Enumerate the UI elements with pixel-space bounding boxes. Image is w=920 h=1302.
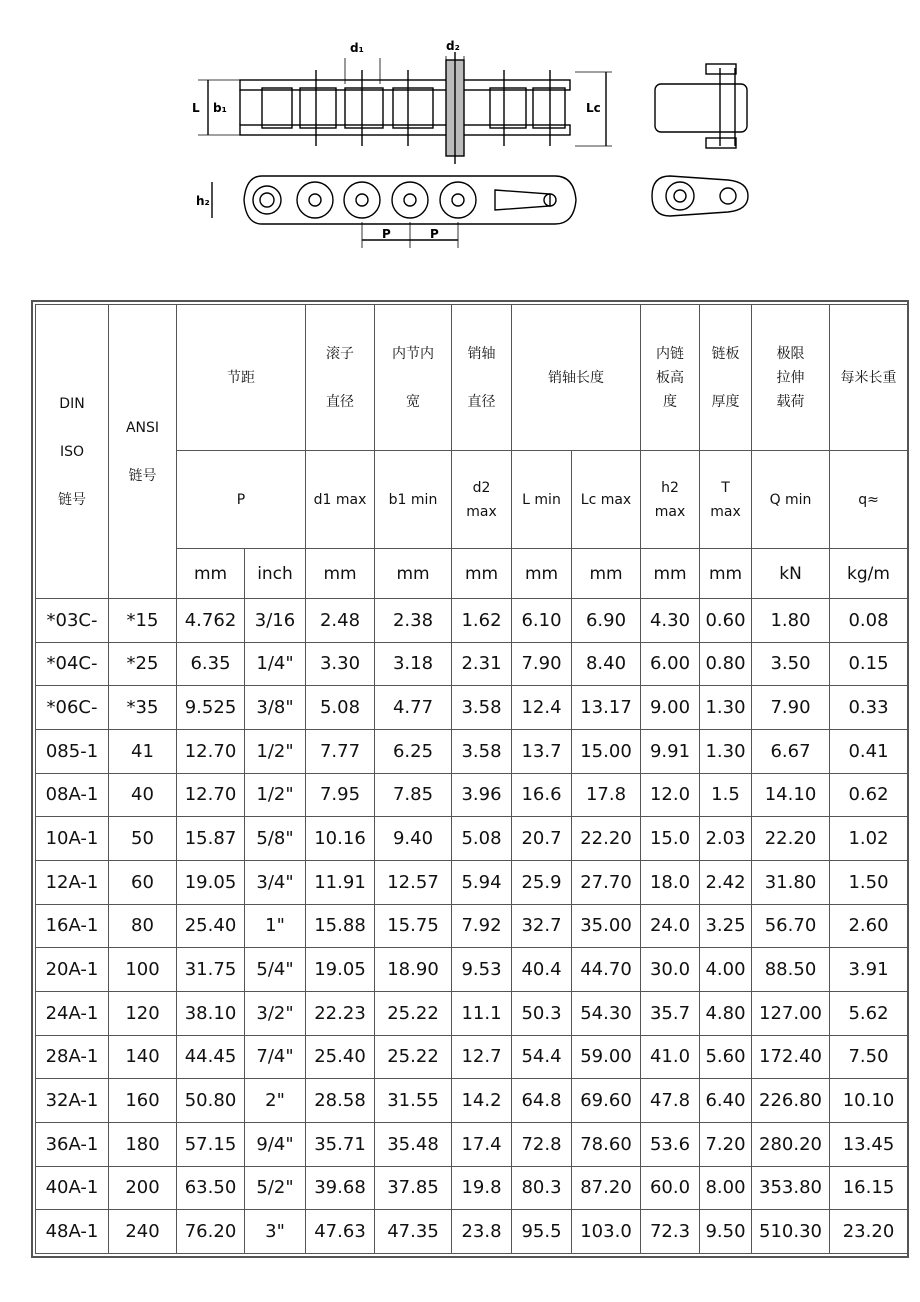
table-cell: 32A-1: [36, 1079, 109, 1123]
table-cell: 1.80: [752, 599, 830, 643]
table-cell: 95.5: [512, 1210, 572, 1254]
table-cell: 13.17: [572, 686, 641, 730]
table-cell: 19.05: [177, 860, 245, 904]
table-cell: 2.60: [830, 904, 908, 948]
table-cell: 1/2": [245, 773, 306, 817]
spec-table-frame: [31, 300, 909, 1258]
table-cell: 76.20: [177, 1210, 245, 1254]
table-cell: *04C-: [36, 642, 109, 686]
symbol-q: Q min: [752, 451, 830, 549]
table-cell: 78.60: [572, 1122, 641, 1166]
table-cell: 172.40: [752, 1035, 830, 1079]
table-cell: 35.00: [572, 904, 641, 948]
table-row: [36, 1166, 908, 1210]
table-cell: 2.38: [375, 599, 452, 643]
table-cell: 6.10: [512, 599, 572, 643]
p-label-2: P: [430, 227, 439, 241]
table-cell: 160: [109, 1079, 177, 1123]
table-cell: 085-1: [36, 729, 109, 773]
table-cell: 15.87: [177, 817, 245, 861]
table-cell: 3.91: [830, 948, 908, 992]
table-cell: 12.7: [452, 1035, 512, 1079]
table-cell: 11.91: [306, 860, 375, 904]
table-cell: 15.00: [572, 729, 641, 773]
table-cell: 1.30: [700, 729, 752, 773]
header-roller-dia: 滚子 直径: [306, 305, 375, 451]
table-cell: 1": [245, 904, 306, 948]
table-cell: *35: [109, 686, 177, 730]
d2-label: d₂: [446, 39, 460, 53]
table-cell: 31.80: [752, 860, 830, 904]
b1-label: b₁: [213, 101, 227, 115]
unit-cell: mm: [512, 549, 572, 599]
header-pin-dia: 销轴 直径: [452, 305, 512, 451]
table-cell: 9.525: [177, 686, 245, 730]
table-cell: 1.50: [830, 860, 908, 904]
table-cell: 18.90: [375, 948, 452, 992]
symbol-d1: d1 max: [306, 451, 375, 549]
table-row: [36, 1035, 908, 1079]
table-cell: 17.8: [572, 773, 641, 817]
table-cell: 0.08: [830, 599, 908, 643]
header-ansi: ANSI 链号: [109, 305, 177, 599]
table-cell: 40.4: [512, 948, 572, 992]
table-cell: 4.77: [375, 686, 452, 730]
header-inner-width: 内节内 宽: [375, 305, 452, 451]
table-cell: 9.50: [700, 1210, 752, 1254]
unit-cell: mm: [700, 549, 752, 599]
table-cell: 13.7: [512, 729, 572, 773]
table-cell: 1/2": [245, 729, 306, 773]
table-cell: 41: [109, 729, 177, 773]
table-cell: 280.20: [752, 1122, 830, 1166]
table-cell: 25.9: [512, 860, 572, 904]
symbol-h2: h2 max: [641, 451, 700, 549]
table-cell: 47.63: [306, 1210, 375, 1254]
table-cell: 32.7: [512, 904, 572, 948]
table-cell: 47.35: [375, 1210, 452, 1254]
table-cell: 72.3: [641, 1210, 700, 1254]
table-cell: 14.10: [752, 773, 830, 817]
table-cell: 22.20: [752, 817, 830, 861]
table-cell: 30.0: [641, 948, 700, 992]
table-cell: 0.15: [830, 642, 908, 686]
table-cell: 3": [245, 1210, 306, 1254]
table-cell: 16A-1: [36, 904, 109, 948]
table-cell: 226.80: [752, 1079, 830, 1123]
symbol-t: T max: [700, 451, 752, 549]
table-cell: 53.6: [641, 1122, 700, 1166]
table-row: [36, 686, 908, 730]
table-cell: 4.762: [177, 599, 245, 643]
table-cell: 10.10: [830, 1079, 908, 1123]
table-cell: 4.80: [700, 991, 752, 1035]
table-cell: 7.90: [512, 642, 572, 686]
table-cell: 7.90: [752, 686, 830, 730]
table-cell: 23.20: [830, 1210, 908, 1254]
table-cell: 3/8": [245, 686, 306, 730]
unit-cell: mm: [452, 549, 512, 599]
table-cell: 60: [109, 860, 177, 904]
table-cell: 10.16: [306, 817, 375, 861]
table-cell: 0.33: [830, 686, 908, 730]
table-cell: 5/2": [245, 1166, 306, 1210]
d1-label: d₁: [350, 41, 364, 55]
table-cell: 69.60: [572, 1079, 641, 1123]
table-cell: 12.70: [177, 729, 245, 773]
header-plate-height: 内链 板高 度: [641, 305, 700, 451]
table-cell: 2.42: [700, 860, 752, 904]
table-cell: 5/4": [245, 948, 306, 992]
spec-table-body: [36, 599, 908, 1254]
table-cell: 5.62: [830, 991, 908, 1035]
table-cell: 103.0: [572, 1210, 641, 1254]
table-cell: 353.80: [752, 1166, 830, 1210]
header-plate-thickness: 链板 厚度: [700, 305, 752, 451]
table-cell: 16.6: [512, 773, 572, 817]
table-row: [36, 642, 908, 686]
table-cell: 54.30: [572, 991, 641, 1035]
unit-cell: kg/m: [830, 549, 908, 599]
table-cell: 9.53: [452, 948, 512, 992]
table-row: [36, 599, 908, 643]
table-cell: 87.20: [572, 1166, 641, 1210]
table-cell: 80.3: [512, 1166, 572, 1210]
table-cell: 6.00: [641, 642, 700, 686]
table-row: [36, 773, 908, 817]
unit-cell: mm: [375, 549, 452, 599]
table-cell: 31.55: [375, 1079, 452, 1123]
table-cell: 12.0: [641, 773, 700, 817]
table-row: [36, 991, 908, 1035]
table-row: [36, 1079, 908, 1123]
table-cell: 35.71: [306, 1122, 375, 1166]
table-cell: 2.48: [306, 599, 375, 643]
header-chain-no: DIN ISO 链号: [36, 305, 109, 599]
table-cell: 5/8": [245, 817, 306, 861]
table-cell: 0.80: [700, 642, 752, 686]
h2-label: h₂: [196, 194, 210, 208]
table-cell: 31.75: [177, 948, 245, 992]
table-cell: 5.08: [452, 817, 512, 861]
table-cell: 9/4": [245, 1122, 306, 1166]
table-cell: 35.7: [641, 991, 700, 1035]
table-cell: 38.10: [177, 991, 245, 1035]
table-cell: 44.70: [572, 948, 641, 992]
table-cell: *25: [109, 642, 177, 686]
table-cell: 1.30: [700, 686, 752, 730]
table-cell: 37.85: [375, 1166, 452, 1210]
table-cell: 3/4": [245, 860, 306, 904]
table-cell: 24A-1: [36, 991, 109, 1035]
table-cell: 4.00: [700, 948, 752, 992]
table-cell: 140: [109, 1035, 177, 1079]
table-row: [36, 1210, 908, 1254]
table-cell: 3.96: [452, 773, 512, 817]
header-tensile: 极限 拉伸 载荷: [752, 305, 830, 451]
table-cell: 22.23: [306, 991, 375, 1035]
table-cell: 57.15: [177, 1122, 245, 1166]
table-row: [36, 817, 908, 861]
table-cell: 120: [109, 991, 177, 1035]
unit-cell: mm: [306, 549, 375, 599]
table-cell: 7.77: [306, 729, 375, 773]
table-cell: 17.4: [452, 1122, 512, 1166]
table-cell: 3/16: [245, 599, 306, 643]
table-cell: 20A-1: [36, 948, 109, 992]
lc-label: Lc: [586, 101, 601, 115]
table-cell: 1.62: [452, 599, 512, 643]
table-cell: 2": [245, 1079, 306, 1123]
table-cell: 12.70: [177, 773, 245, 817]
table-cell: *15: [109, 599, 177, 643]
table-cell: 19.05: [306, 948, 375, 992]
header-weight: 每米长重: [830, 305, 908, 451]
table-cell: 15.88: [306, 904, 375, 948]
table-cell: 180: [109, 1122, 177, 1166]
table-cell: 22.20: [572, 817, 641, 861]
table-cell: 15.75: [375, 904, 452, 948]
table-cell: 240: [109, 1210, 177, 1254]
table-cell: 2.03: [700, 817, 752, 861]
table-cell: 24.0: [641, 904, 700, 948]
table-cell: *03C-: [36, 599, 109, 643]
table-cell: 4.30: [641, 599, 700, 643]
table-cell: 6.67: [752, 729, 830, 773]
table-cell: 7/4": [245, 1035, 306, 1079]
table-cell: 44.45: [177, 1035, 245, 1079]
table-cell: 60.0: [641, 1166, 700, 1210]
table-cell: 2.31: [452, 642, 512, 686]
table-cell: 200: [109, 1166, 177, 1210]
unit-cell: mm: [641, 549, 700, 599]
p-label-1: P: [382, 227, 391, 241]
table-cell: 3.25: [700, 904, 752, 948]
table-cell: 18.0: [641, 860, 700, 904]
table-cell: 3.58: [452, 686, 512, 730]
table-cell: *06C-: [36, 686, 109, 730]
table-cell: 48A-1: [36, 1210, 109, 1254]
symbol-qw: q≈: [830, 451, 908, 549]
table-cell: 36A-1: [36, 1122, 109, 1166]
table-cell: 5.94: [452, 860, 512, 904]
table-cell: 50: [109, 817, 177, 861]
table-cell: 88.50: [752, 948, 830, 992]
table-cell: 9.00: [641, 686, 700, 730]
table-cell: 3.30: [306, 642, 375, 686]
table-cell: 28A-1: [36, 1035, 109, 1079]
symbol-d2: d2 max: [452, 451, 512, 549]
table-cell: 14.2: [452, 1079, 512, 1123]
table-cell: 3.58: [452, 729, 512, 773]
table-cell: 54.4: [512, 1035, 572, 1079]
table-cell: 25.22: [375, 1035, 452, 1079]
table-cell: 7.95: [306, 773, 375, 817]
table-cell: 12A-1: [36, 860, 109, 904]
table-cell: 1/4": [245, 642, 306, 686]
table-cell: 3/2": [245, 991, 306, 1035]
table-cell: 9.40: [375, 817, 452, 861]
table-cell: 6.25: [375, 729, 452, 773]
table-cell: 3.50: [752, 642, 830, 686]
unit-cell: inch: [245, 549, 306, 599]
table-cell: 64.8: [512, 1079, 572, 1123]
table-cell: 39.68: [306, 1166, 375, 1210]
header-pin-length: 销轴长度: [512, 305, 641, 451]
table-cell: 10A-1: [36, 817, 109, 861]
table-cell: 25.22: [375, 991, 452, 1035]
table-cell: 50.80: [177, 1079, 245, 1123]
table-cell: 25.40: [177, 904, 245, 948]
table-cell: 72.8: [512, 1122, 572, 1166]
table-cell: 6.90: [572, 599, 641, 643]
symbol-lmin: L min: [512, 451, 572, 549]
table-cell: 63.50: [177, 1166, 245, 1210]
table-row: [36, 948, 908, 992]
table-cell: 7.50: [830, 1035, 908, 1079]
table-cell: 20.7: [512, 817, 572, 861]
table-cell: 7.85: [375, 773, 452, 817]
table-cell: 59.00: [572, 1035, 641, 1079]
table-row: [36, 729, 908, 773]
table-cell: 510.30: [752, 1210, 830, 1254]
table-cell: 47.8: [641, 1079, 700, 1123]
table-cell: 8.00: [700, 1166, 752, 1210]
table-cell: 3.18: [375, 642, 452, 686]
table-cell: 15.0: [641, 817, 700, 861]
chain-spec-table: [35, 304, 908, 1254]
symbol-lcmax: Lc max: [572, 451, 641, 549]
table-cell: 127.00: [752, 991, 830, 1035]
table-cell: 9.91: [641, 729, 700, 773]
table-row: [36, 860, 908, 904]
table-cell: 12.4: [512, 686, 572, 730]
table-cell: 6.35: [177, 642, 245, 686]
table-cell: 08A-1: [36, 773, 109, 817]
symbol-p: P: [177, 451, 306, 549]
table-cell: 7.92: [452, 904, 512, 948]
table-cell: 40: [109, 773, 177, 817]
table-cell: 56.70: [752, 904, 830, 948]
table-cell: 11.1: [452, 991, 512, 1035]
unit-cell: mm: [572, 549, 641, 599]
table-cell: 0.60: [700, 599, 752, 643]
header-pitch: 节距: [177, 305, 306, 451]
table-cell: 1.5: [700, 773, 752, 817]
table-cell: 80: [109, 904, 177, 948]
table-cell: 25.40: [306, 1035, 375, 1079]
table-cell: 50.3: [512, 991, 572, 1035]
table-cell: 12.57: [375, 860, 452, 904]
unit-cell: kN: [752, 549, 830, 599]
table-row: [36, 904, 908, 948]
table-cell: 19.8: [452, 1166, 512, 1210]
table-cell: 23.8: [452, 1210, 512, 1254]
table-cell: 8.40: [572, 642, 641, 686]
table-cell: 1.02: [830, 817, 908, 861]
table-row: [36, 1122, 908, 1166]
unit-cell: mm: [177, 549, 245, 599]
l-label: L: [192, 101, 200, 115]
table-cell: 0.41: [830, 729, 908, 773]
table-cell: 5.08: [306, 686, 375, 730]
table-cell: 5.60: [700, 1035, 752, 1079]
table-cell: 13.45: [830, 1122, 908, 1166]
table-cell: 6.40: [700, 1079, 752, 1123]
table-cell: 41.0: [641, 1035, 700, 1079]
table-cell: 7.20: [700, 1122, 752, 1166]
table-cell: 28.58: [306, 1079, 375, 1123]
table-cell: 27.70: [572, 860, 641, 904]
chain-diagram: [0, 0, 920, 290]
table-cell: 16.15: [830, 1166, 908, 1210]
table-cell: 0.62: [830, 773, 908, 817]
table-cell: 35.48: [375, 1122, 452, 1166]
table-cell: 100: [109, 948, 177, 992]
symbol-b1: b1 min: [375, 451, 452, 549]
table-cell: 40A-1: [36, 1166, 109, 1210]
